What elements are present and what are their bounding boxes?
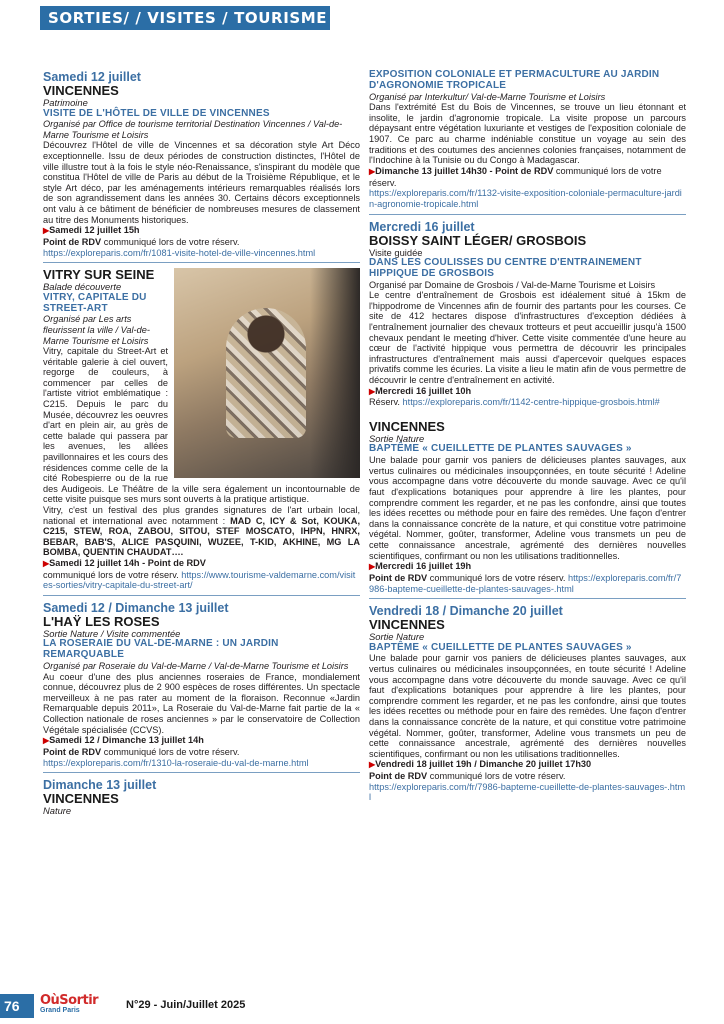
event-jardin-agronomie (369, 70, 686, 210)
event-description: Dans l'extrémité Est du Bois de Vincennes, se trouve un lieu étonnant et insolite, le jardin d'agronomie tropicale. La visite propose un parcours dépaysant entre végétation luxuriante et vestiges de l'exposition coloniale de 1907. Ce parc au charme indéniable constitue un voyage au sein des traditions et des coutumes des anciennes colonies françaises, notamment de l'Indochine à la Tunisie ou du Congo à Madagascar. (369, 102, 686, 166)
event-link[interactable]: https://exploreparis.com/fr/1132-visite-exposition-coloniale-permaculture-jardin-agronomie-tropicale.html (369, 188, 682, 209)
child-mural-figure (226, 308, 306, 438)
event-meeting-point: Point de RDV communiqué lors de votre réserv. (43, 747, 240, 757)
event-grosbois (369, 220, 686, 408)
bullet-icon: ▶ (369, 562, 376, 572)
event-title: BAPTÊME « CUEILLETTE DE PLANTES SAUVAGES » (369, 641, 632, 653)
divider (369, 598, 686, 599)
event-meeting-point: Réserv. https://exploreparis.com/fr/1142-centre-hippique-grosbois.html# (369, 397, 660, 408)
event-title: EXPOSITION COLONIALE ET PERMACULTURE AU JARDIN D'AGRONOMIE TROPICALE (369, 69, 660, 91)
event-link[interactable]: https://exploreparis.com/fr/1081-visite-hotel-de-ville-vincennes.html (43, 247, 316, 258)
event-link[interactable]: https://exploreparis.com/fr/7986-bapteme-cueillette-de-plantes-sauvages-.html (369, 781, 686, 803)
event-date: Vendredi 18 / Dimanche 20 juillet (369, 604, 563, 619)
divider (43, 595, 360, 596)
event-cueillette-16 (369, 420, 686, 594)
bullet-icon: ▶ (369, 386, 376, 396)
event-schedule: ▶Dimanche 13 juillet 14h30 - Point de RDV communiqué lors de votre réserv. (369, 165, 662, 188)
event-city: BOISSY SAINT LÉGER/ GROSBOIS (369, 232, 587, 248)
divider (43, 262, 360, 263)
logo-subtitle: Grand Paris (40, 1007, 80, 1014)
section-banner: SORTIES/ / VISITES / TOURISME (40, 6, 330, 30)
event-vincennes-nature (43, 778, 360, 817)
event-roseraie (43, 601, 360, 768)
event-meeting-point: communiqué lors de votre réserv. https://www.tourisme-valdemarne.com/visites-sorties/vitry-capitale-du-street-art/ (43, 569, 356, 591)
event-link[interactable]: https://www.tourisme-valdemarne.com/visites-sorties/vitry-capitale-du-street-art/ (43, 569, 356, 591)
event-date: Mercredi 16 juillet (369, 219, 475, 234)
event-title: VITRY, CAPITALE DU STREET-ART (43, 291, 147, 314)
event-link[interactable]: https://exploreparis.com/fr/1310-la-roseraie-du-val-de-marne.html (43, 757, 309, 768)
event-description: Une balade pour garnir vos paniers de délicieuses plantes sauvages, aux vertus culinaires ou médicinales insoupçonnées, en toute sécurité ! Adeline vous accompagne dans votre découverte du monde sauvage. Avec ce qu'il faut d'explications botaniques pour apprendre à lire les plantes, pour comprendre comment les regarder, et ne pas les confondre, ainsi que toutes les idées recettes ou méthode pour en faire des remèdes. Une façon d'entrer dans la connaissance concrète de la nature, et qui constitue votre patrimoine végétal. Nommer, goûter, transformer, Adeline vous transmets un peu de cette connaissance ancestrale, agrémenté des dernières nouvelles scientifiques, confirmant ou non les utilisations traditionnelles. (369, 455, 686, 561)
magazine-logo (40, 994, 100, 1018)
event-vincennes-hotel-de-ville (43, 70, 360, 258)
bullet-icon: ▶ (43, 736, 50, 746)
bullet-icon: ▶ (43, 558, 50, 568)
event-vitry-street-art (43, 268, 360, 591)
event-city: VITRY SUR SEINE (43, 267, 155, 283)
event-category: Patrimoine (43, 97, 88, 108)
event-schedule: ▶Vendredi 18 juillet 19h / Dimanche 20 juillet 17h30 (369, 759, 592, 770)
event-organizer: Organisé par Domaine de Grosbois / Val-de-Marne Tourisme et Loisirs (369, 279, 656, 290)
event-title: VISITE DE L'HÔTEL DE VILLE DE VINCENNES (43, 107, 270, 119)
event-schedule: ▶Mercredi 16 juillet 10h (369, 385, 472, 396)
event-link[interactable]: https://exploreparis.com/fr/7986-bapteme-cueillette-de-plantes-sauvages-.html (369, 572, 682, 594)
event-city: VINCENNES (43, 83, 119, 98)
event-organizer: Organisé par Roseraie du Val-de-Marne / Val-de-Marne Tourisme et Loisirs (43, 661, 349, 672)
event-city: L'HAŸ LES ROSES (43, 613, 160, 629)
event-date: Samedi 12 juillet (43, 70, 141, 84)
event-category: Visite guidée (369, 246, 423, 258)
event-description: Une balade pour garnir vos paniers de délicieuses plantes sauvages, aux vertus culinaires ou médicinales insoupçonnées, en toute sécurité ! Adeline vous accompagne dans votre découverte du monde sauvage. Avec ce qu'il faut d'explications botaniques pour apprendre à lire les plantes, pour comprendre comment les regarder, et ne pas les confondre, ainsi que toutes les idées recettes ou méthode pour en faire des remèdes. Une façon d'entrer dans la connaissance concrète de la nature, et qui constitue votre patrimoine végétal. Nommer, goûter, transformer, Adeline vous transmets un peu de cette connaissance ancestrale, agrémenté des dernières nouvelles scientifiques, confirmant ou non les utilisations traditionnelles. (369, 653, 686, 759)
event-city: VINCENNES (369, 418, 445, 434)
event-organizer: Organisé par Les arts fleurissent la ville / Val-de-Marne Tourisme et Loisirs (43, 314, 150, 346)
bullet-icon: ▶ (369, 166, 376, 176)
event-organizer: Organisé par Interkultur/ Val-de-Marne Tourisme et Loisirs (369, 91, 606, 102)
event-date: Samedi 12 / Dimanche 13 juillet (43, 600, 229, 615)
event-description: Vitry, capitale du Street-Art et véritable galerie à ciel ouvert, regorge de couleurs, à commencer par celles de l'artiste vitriot emblématique : C215. Depuis le parc du Musée, découvrez les oeuvres d'art en plein air, au grès de cette balade qui passera par les avenues, les allées pavillonnaires et les cours des résidences comme celle de la cité Robespierre ou de la rue des Audigeois. Le Théâtre de la ville sera également un incontournable de cette visite puisque ses murs sont ouverts à la pratique artistique. (43, 346, 360, 505)
event-category: Balade découverte (43, 281, 122, 293)
event-category: Nature (43, 805, 72, 817)
event-city: VINCENNES (43, 791, 119, 807)
event-schedule: ▶Mercredi 16 juillet 19h (369, 561, 472, 572)
left-column (43, 70, 360, 821)
divider (369, 214, 686, 215)
page-number: 76 (0, 994, 34, 1018)
issue-label: N°29 - Juin/Juillet 2025 (126, 999, 246, 1011)
event-meeting-point: Point de RDV communiqué lors de votre réserv. (369, 771, 566, 782)
bullet-icon: ▶ (43, 226, 50, 236)
event-title: LA ROSERAIE DU VAL-DE-MARNE : UN JARDIN REMARQUABLE (43, 638, 279, 661)
event-meeting-point: Point de RDV communiqué lors de votre réserv. (43, 237, 240, 248)
event-category: Sortie Nature (369, 432, 425, 444)
event-schedule: ▶Samedi 12 juillet 14h - Point de RDV (43, 557, 206, 568)
event-category: Sortie Nature (369, 631, 425, 643)
event-artists: Vitry, c'est un festival des plus grandes signatures de l'art urbain local, national et international avec notamment : MAD C, ICY & Sot, KOUKA, C215, STEW, ROA, ZABOU, SITOU, STEF MOSCATO, IHPN, HNRX, BEBAR, BAB'S, ALICE PASQUINI, WUZEE, T-KID, AKHINE, MG LA BOMBA, QUENTIN CHAUDAT…. (43, 505, 360, 558)
event-cueillette-18-20 (369, 604, 686, 803)
event-description: Au coeur d'une des plus anciennes roseraies de France, mondialement connue, découvrez plus de 2 900 espèces de roses différentes. Un spectacle merveilleux à ne pas rater au moment de la floraison. Reconnue «Jardin Remarquable depuis 2011», La Roseraie du Val-de-Marne fait partie de la « Collection nationale de roses anciennes » par le conservatoire de Collection Végétale spécialisée (CCVS). (43, 671, 360, 735)
bullet-icon: ▶ (369, 760, 376, 770)
event-title: BAPTÊME « CUEILLETTE DE PLANTES SAUVAGES » (369, 443, 632, 455)
event-schedule: ▶Samedi 12 juillet 15h (43, 225, 140, 236)
event-schedule: ▶Samedi 12 / Dimanche 13 juillet 14h (43, 735, 204, 746)
event-city: VINCENNES (369, 617, 445, 633)
event-category: Sortie Nature / Visite commentée (43, 627, 181, 639)
event-description: Découvrez l'Hôtel de ville de Vincennes et sa décoration style Art Déco exceptionnelle. Issu de deux périodes de construction distinctes, l'Hôtel de ville illustre tout à la fois le style néo-Renaissance, s'inspirant du modèle que constitua l'Hôtel de ville de Paris au début de la Troisième République, et le style Art déco, par les aménagements intérieurs remarquables réalisés lors de son agrandissement dans les années 30. Certains décors exceptionnels ont valu à ce bâtiment de bénéficier de nombreuses mesures de classement au titre des Monuments historiques. (43, 140, 360, 225)
event-link[interactable]: https://exploreparis.com/fr/1142-centre-hippique-grosbois.html# (402, 397, 660, 408)
event-meeting-point: Point de RDV communiqué lors de votre réserv. https://exploreparis.com/fr/7986-bapteme-cueillette-de-plantes-sauvages-.html (369, 572, 682, 594)
event-description: Le centre d'entraînement de Grosbois est idéalement situé à 15km de l'hippodrome de Vincennes afin de fournir des partants pour les courses. Ce site de 412 hectares dispose d'infrastructures d'exception dédiées à l'entraînement journalier des chevaux trotteurs et peut accueillir jusqu'à 1500 chevaux pendant le meeting d'hiver. Cette visite commentée d'une heure au cœur de l'activité hippique vous permettra de découvrir les principales infrastructures d'entraînement mais aussi d'apercevoir quelques espaces privatifs comme les écuries. La visite a lieu le matin afin de vous permettre de découvrir le centre d'entraînement en activité. (369, 290, 686, 385)
logo-title: OùSortir (40, 993, 99, 1008)
divider (43, 772, 360, 773)
right-column (369, 70, 686, 807)
event-title: DANS LES COULISSES DU CENTRE D'ENTRAINEMENT HIPPIQUE DE GROSBOIS (369, 257, 642, 279)
street-art-photo (174, 268, 360, 478)
event-date: Dimanche 13 juillet (43, 778, 157, 793)
event-organizer: Organisé par Office de tourisme territorial Destination Vincennes / Val-de-Marne Tourisme et Loisirs (43, 119, 343, 140)
